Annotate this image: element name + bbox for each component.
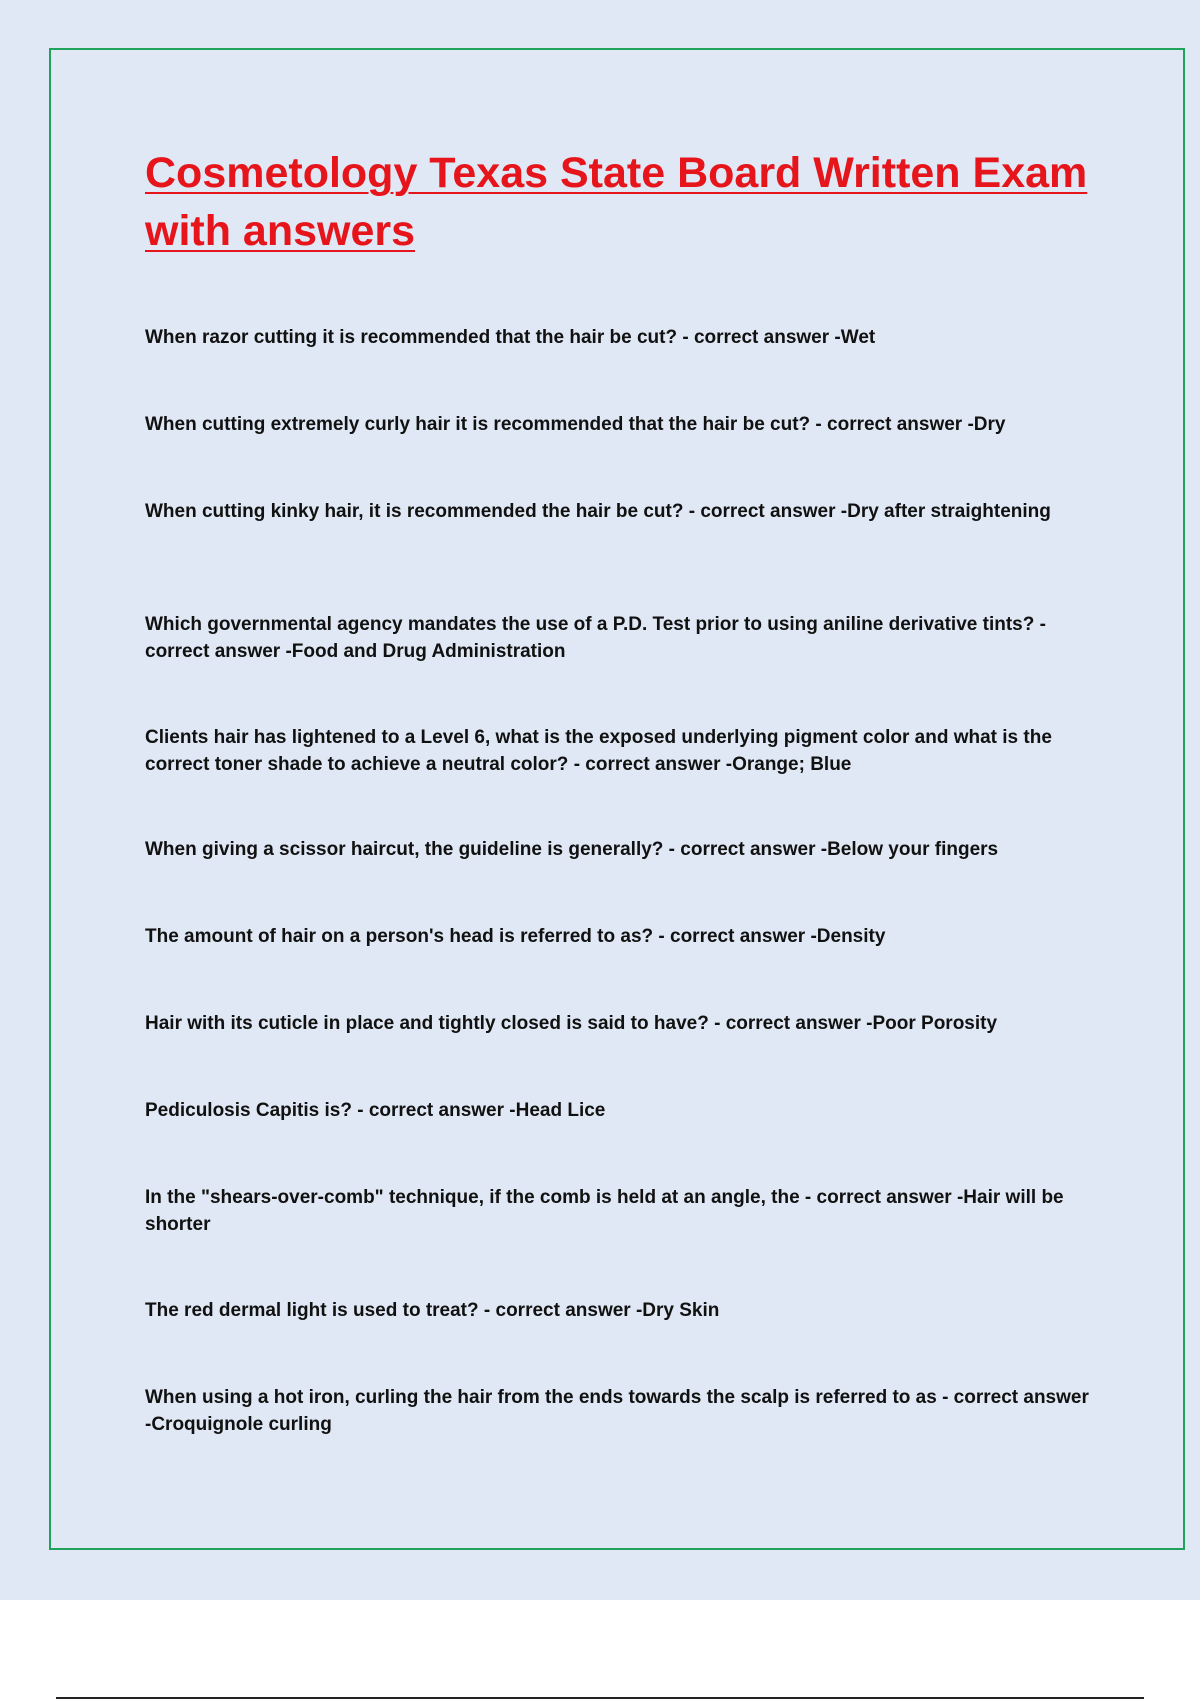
question-item-4: Which governmental agency mandates the use of a P.D. Test prior to using aniline derivative tints? - correct answer -Food and Drug Administration <box>145 614 1046 662</box>
question-item-3: When cutting kinky hair, it is recommended the hair be cut? - correct answer -Dry after straightening <box>145 501 1051 522</box>
question-item-12: When using a hot iron, curling the hair from the ends towards the scalp is referred to as - correct answer -Croquignole curling <box>145 1387 1089 1435</box>
question-item-1: When razor cutting it is recommended that the hair be cut? - correct answer -Wet <box>145 327 876 348</box>
question-item-5: Clients hair has lightened to a Level 6, what is the exposed underlying pigment color and what is the correct toner shade to achieve a neutral color? - correct answer -Orange; Blue <box>145 727 1052 775</box>
question-item-11: The red dermal light is used to treat? - correct answer -Dry Skin <box>145 1300 720 1321</box>
footer-rule <box>56 1697 1144 1699</box>
document-title: Cosmetology Texas State Board Written Exam with answers <box>145 149 1088 255</box>
question-item-9: Pediculosis Capitis is? - correct answer -Head Lice <box>145 1100 606 1121</box>
question-item-6: When giving a scissor haircut, the guideline is generally? - correct answer -Below your fingers <box>145 839 999 860</box>
question-item-8: Hair with its cuticle in place and tightly closed is said to have? - correct answer -Poor Porosity <box>145 1013 998 1034</box>
content-frame <box>49 48 1185 1550</box>
question-item-10: In the "shears-over-comb" technique, if the comb is held at an angle, the - correct answer -Hair will be shorter <box>145 1187 1064 1235</box>
question-item-7: The amount of hair on a person's head is referred to as? - correct answer -Density <box>145 926 886 947</box>
question-item-2: When cutting extremely curly hair it is recommended that the hair be cut? - correct answer -Dry <box>145 414 1006 435</box>
